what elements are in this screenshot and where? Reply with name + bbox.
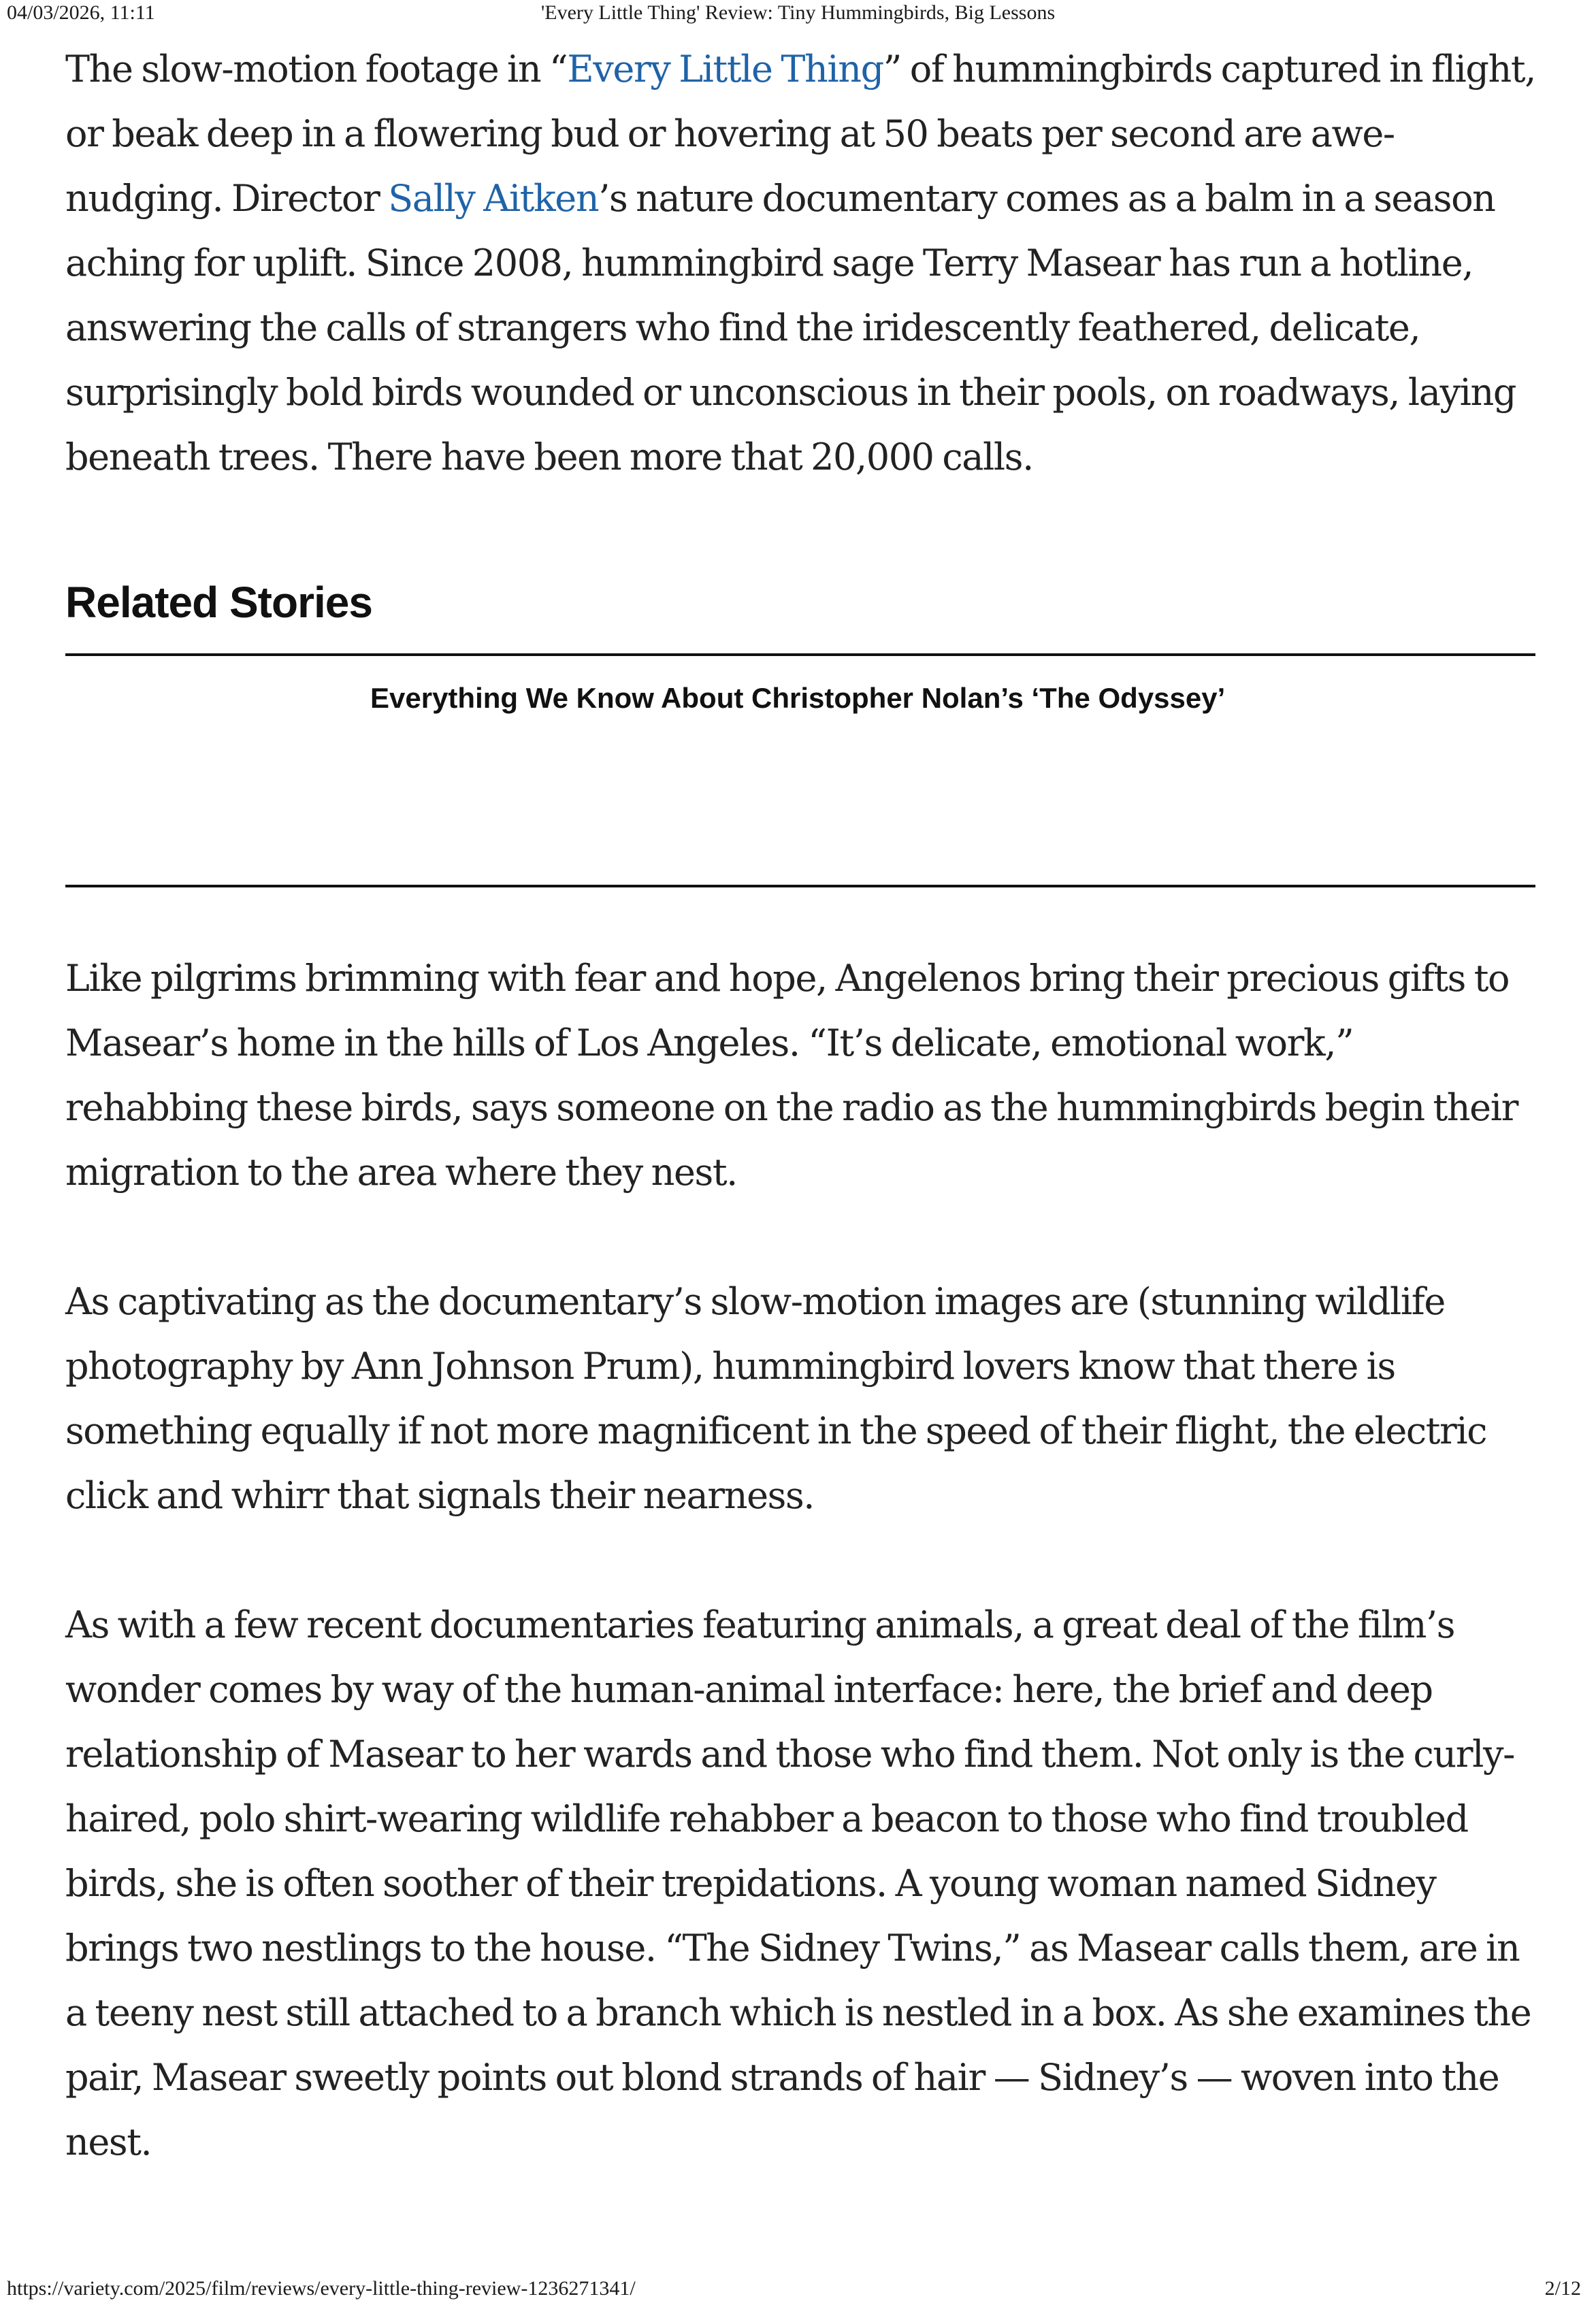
print-header	[0, 0, 1596, 30]
print-datetime: 04/03/2026, 11:11	[7, 1, 155, 24]
paragraph-slow-motion: As captivating as the documentary’s slow-motion images are (stunning wildlife photography by Ann Johnson Prum), hummingbird lovers know that there is something equally if not more magnificent in the speed of their flight, the electric click and whirr that signals their nearness.	[65, 1280, 1487, 1517]
related-story-link[interactable]: Everything We Know About Christopher Nolan’s ‘The Odyssey’	[370, 682, 1226, 714]
print-footer	[0, 2276, 1596, 2303]
intro-paragraph	[65, 37, 1535, 489]
related-stories	[65, 572, 1535, 887]
article-body-continued	[65, 946, 1535, 2174]
paragraph-human-animal: As with a few recent documentaries featuring animals, a great deal of the film’s wonder comes by way of the human-animal interface: here, the brief and deep relationship of Masear to her wards and those who find them. Not only is the curly-haired, polo shirt-wearing wildlife rehabber a beacon to those who find troubled birds, she is often soother of their trepidations. A young woman named Sidney brings two nestlings to the house. “The Sidney Twins,” as Masear calls them, are in a teeny nest still attached to a branch which is nestled in a box. As she examines the pair, Masear sweetly points out blond strands of hair — Sidney’s — woven into the nest.	[65, 1603, 1531, 2163]
related-story-card	[65, 653, 1535, 887]
director-link[interactable]: Sally Aitken	[388, 177, 599, 220]
print-page-title: 'Every Little Thing' Review: Tiny Hummingbirds, Big Lessons	[540, 1, 1056, 24]
print-url: https://variety.com/2025/film/reviews/every-little-thing-review-1236271341/	[7, 2277, 636, 2300]
print-page-number: 2/12	[1544, 2277, 1581, 2300]
intro-text-1: The slow-motion footage in “	[65, 48, 568, 91]
related-stories-heading: Related Stories	[65, 578, 372, 627]
film-title-link[interactable]: Every Little Thing	[567, 48, 883, 91]
intro-text-2: ” of hummingbirds captured in flight, or beak deep in a flowering bud or hovering at 50 beats per second are awe-nudging. Director	[65, 48, 1536, 220]
intro-text-3: ’s nature documentary comes as a balm in a season aching for uplift. Since 2008, hummingbird sage Terry Masear has run a hotline, answering the calls of strangers who find the iridescently feathered, delicate, surprisingly bold birds wounded or unconscious in their pools, on roadways, laying beneath trees. There have been more that 20,000 calls.	[65, 177, 1516, 478]
paragraph-pilgrims: Like pilgrims brimming with fear and hope, Angelenos bring their precious gifts to Masear’s home in the hills of Los Angeles. “It’s delicate, emotional work,” rehabbing these birds, says someone on the radio as the hummingbirds begin their migration to the area where they nest.	[65, 957, 1518, 1194]
article-body	[65, 37, 1535, 489]
